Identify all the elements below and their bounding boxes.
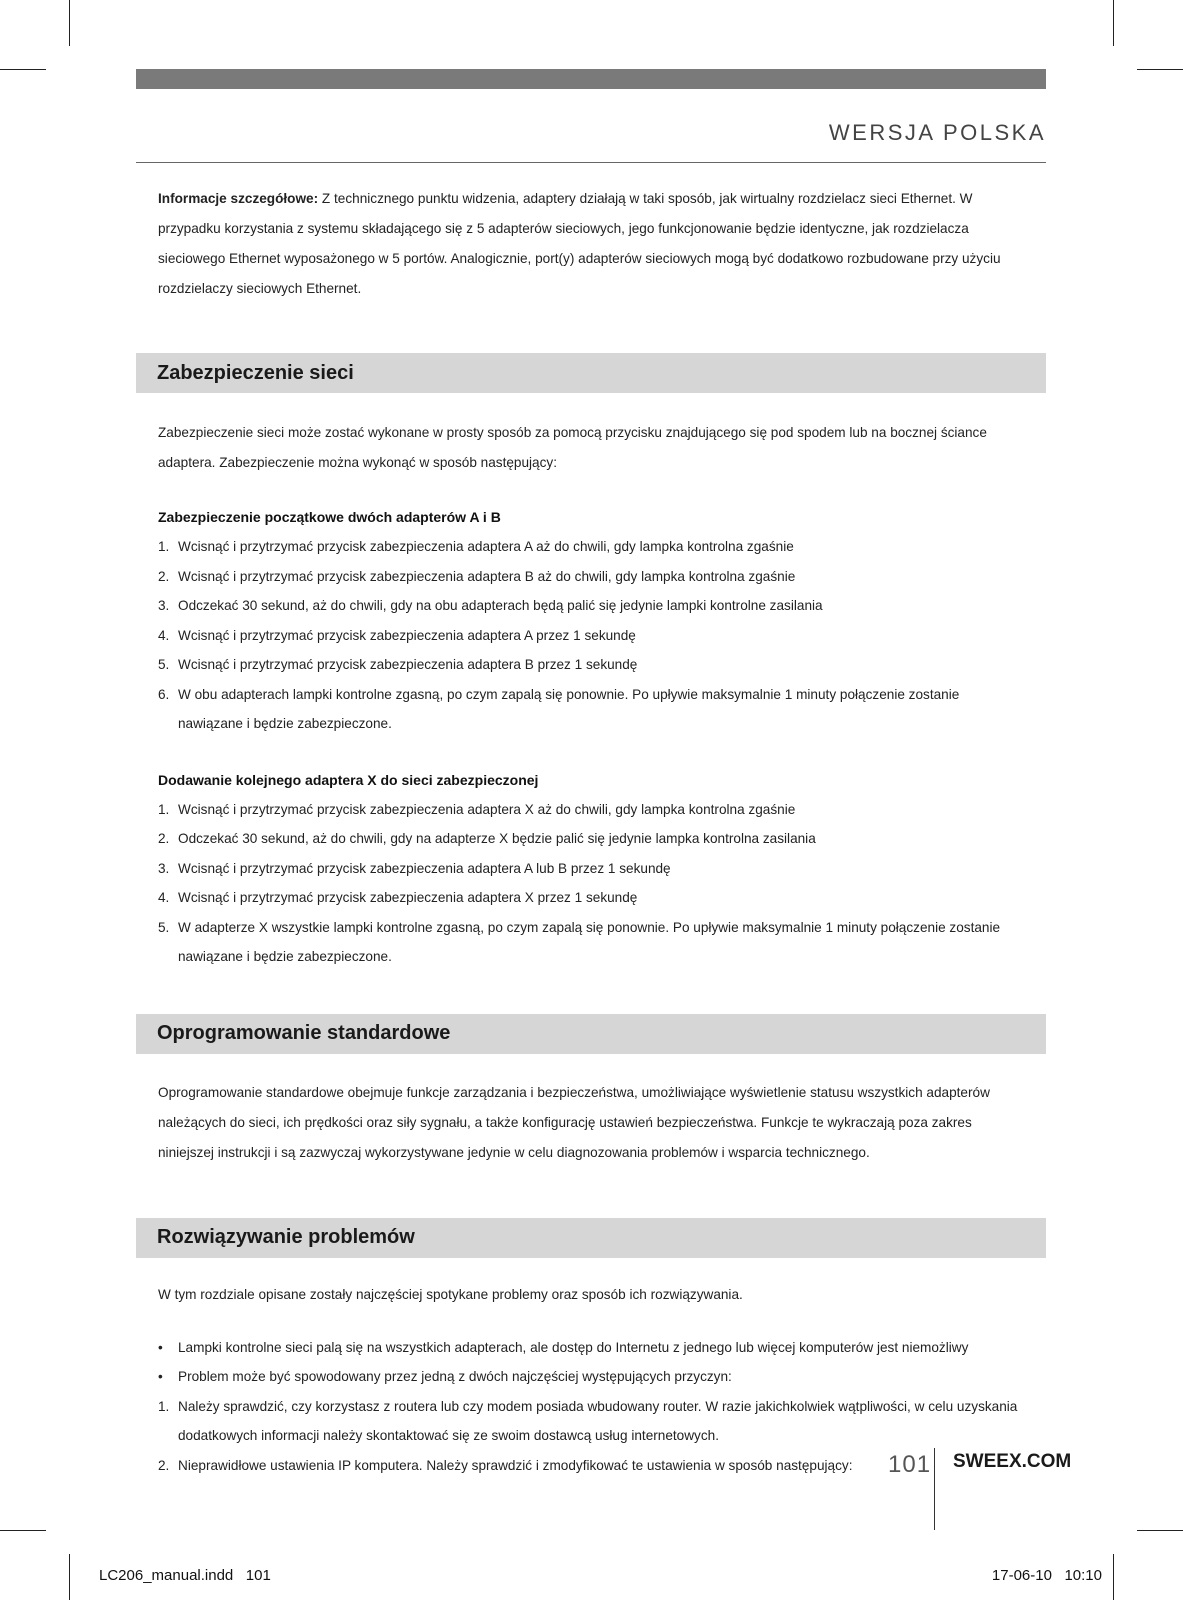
crop-mark (0, 69, 46, 70)
section-title: Zabezpieczenie sieci (157, 361, 354, 384)
software-paragraph: Oprogramowanie standardowe obejmuje funkcje zarządzania i bezpieczeństwa, umożliwiające wyświetlenie statusu wszystkich adapterów należących do sieci, ich prędkości oraz siły sygnału, a także konfigurację ustawień bezpieczeństwa. Funkcje te wykraczają poza zakres niniejszej instrukcji i są zazwyczaj wykorzystywane jedynie w celu diagnozowania problemów i wsparcia technicznego. (158, 1084, 990, 1160)
section-header-security (136, 353, 1046, 393)
list-item: 3. Odczekać 30 sekund, aż do chwili, gdy na obu adapterach będą palić się jedynie lampki kontrolne zasilania (158, 598, 823, 613)
list-item: 1. Wcisnąć i przytrzymać przycisk zabezpieczenia adaptera A aż do chwili, gdy lampka kontrolna zgaśnie (158, 539, 794, 554)
list-item: 5. W adapterze X wszystkie lampki kontrolne zgasną, po czym zapalą się ponownie. Po upływie maksymalnie 1 minuty połączenie zostanie nawiązane i będzie zabezpieczone. (158, 919, 1001, 964)
list-item: 3. Wcisnąć i przytrzymać przycisk zabezpieczenia adaptera A lub B przez 1 sekundę (158, 860, 671, 876)
list-item: 5. Wcisnąć i przytrzymać przycisk zabezpieczenia adaptera B przez 1 sekundę (158, 657, 638, 672)
page-number: 101 (888, 1451, 932, 1478)
crop-mark (69, 0, 70, 46)
header-bar (136, 69, 1046, 89)
crop-mark (69, 1554, 70, 1600)
intro-text: Z technicznego punktu widzenia, adaptery działają w taki sposób, jak wirtualny rozdzielacz sieci Ethernet. W przypadku korzystania z systemu składającego się z 5 adapterów sieciowych, jego funkcjonowanie będzie identyczne, jak rozdzielacza sieciowego Ethernet wyposażonego w 5 portów. Analogicznie, port(y) adapterów sieciowych mogą być dodatkowo rozbudowane przy użyciu rozdzielaczy sieciowych Ethernet. (158, 191, 1001, 296)
intro-lead: Informacje szczegółowe: (158, 191, 319, 206)
list-item: 6. W obu adapterach lampki kontrolne zgasną, po czym zapalą się ponownie. Po upływie maksymalnie 1 minuty połączenie zostanie nawiązane i będzie zabezpieczone. (158, 686, 960, 731)
crop-mark (1137, 69, 1183, 70)
section-header-troubleshooting (136, 1218, 1046, 1258)
section-title: Oprogramowanie standardowe (157, 1022, 451, 1044)
section-header-software (136, 1014, 1046, 1054)
list-item: 1. Wcisnąć i przytrzymać przycisk zabezpieczenia adaptera X aż do chwili, gdy lampka kontrolna zgaśnie (158, 801, 796, 817)
list-item: 2. Wcisnąć i przytrzymać przycisk zabezpieczenia adaptera B aż do chwili, gdy lampka kontrolna zgaśnie (158, 568, 796, 584)
subheading-add: Dodawanie kolejnego adaptera X do sieci zabezpieczonej (158, 771, 539, 788)
troubleshooting-bullets (158, 1333, 1024, 1392)
steps-initial (158, 532, 1024, 739)
slug-file: LC206_manual.indd 101 (99, 1567, 271, 1584)
steps-add (158, 795, 1024, 972)
crop-mark (0, 1530, 46, 1531)
security-paragraph: Zabezpieczenie sieci może zostać wykonane w prosty sposób za pomocą przycisku znajdującego się pod spodem lub na bocznej ściance adaptera. Zabezpieczenie można wykonąć w sposób następujący: (158, 425, 987, 470)
intro-paragraph (158, 184, 1024, 304)
footer-divider (934, 1448, 935, 1530)
list-item: 2. Nieprawidłowe ustawienia IP komputera. Należy sprawdzić i zmodyfikować te ustawienia w sposób następujący: (158, 1457, 853, 1473)
list-item: 4. Wcisnąć i przytrzymać przycisk zabezpieczenia adaptera X przez 1 sekundę (158, 890, 638, 905)
crop-mark (1113, 0, 1114, 46)
troubleshooting-paragraph: W tym rozdziale opisane zostały najczęściej spotykane problemy oraz sposób ich rozwiązywania. (158, 1286, 743, 1302)
list-item: 2. Odczekać 30 sekund, aż do chwili, gdy na adapterze X będzie palić się jedynie lampka kontrolna zasilania (158, 831, 816, 846)
subheading-initial: Zabezpieczenie początkowe dwóch adapterów A i B (158, 509, 501, 525)
slug-date: 17-06-10 10:10 (991, 1567, 1102, 1584)
page-content (136, 180, 1046, 1480)
list-item: • Lampki kontrolne sieci palą się na wszystkich adapterach, ale dostęp do Internetu z jednego lub więcej komputerów jest niemożliwy (158, 1339, 969, 1355)
section-title: Rozwiązywanie problemów (157, 1226, 415, 1248)
header-rule (136, 162, 1046, 163)
crop-mark (1137, 1530, 1183, 1531)
crop-mark (1113, 1554, 1114, 1600)
list-item: 1. Należy sprawdzić, czy korzystasz z routera lub czy modem posiada wbudowany router. W razie jakichkolwiek wątpliwości, w celu uzyskania dodatkowych informacji należy skontaktować się ze swoim dostawcą usług internetowych. (158, 1398, 1018, 1443)
language-label: WERSJA POLSKA (828, 120, 1046, 145)
list-item: 4. Wcisnąć i przytrzymać przycisk zabezpieczenia adaptera A przez 1 sekundę (158, 627, 636, 643)
list-item: • Problem może być spowodowany przez jedną z dwóch najczęściej występujących przyczyn: (158, 1369, 732, 1384)
brand-url: SWEEX.COM (953, 1451, 1072, 1472)
